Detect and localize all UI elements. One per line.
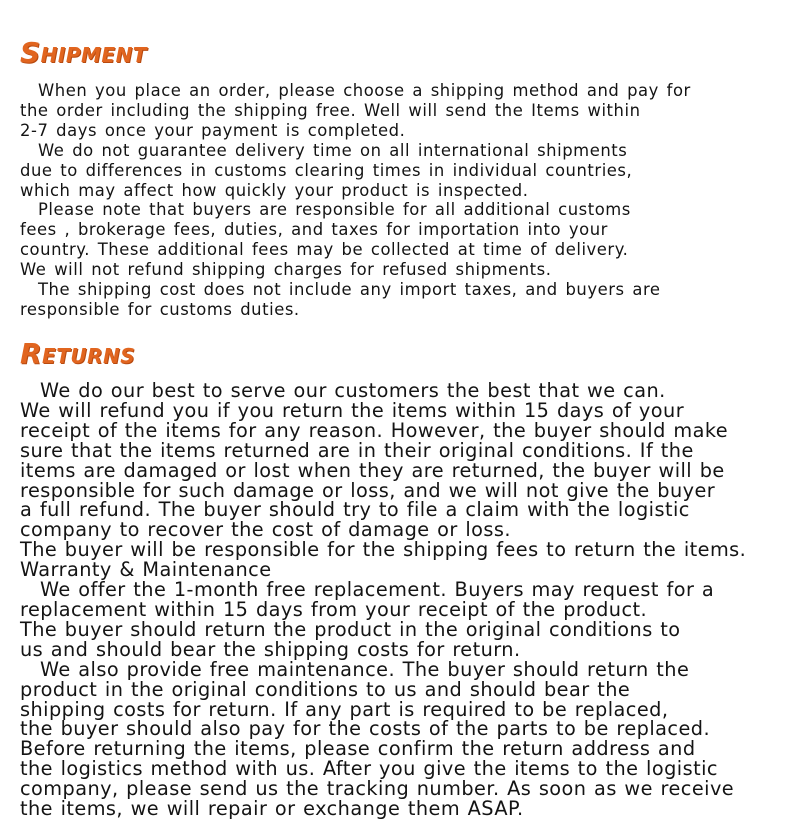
returns-text-line: responsible for such damage or loss, and we will not give the buyer xyxy=(20,478,716,502)
shipment-text-line: The shipping cost does not include any import taxes, and buyers are xyxy=(38,280,661,300)
returns-text-line: We also provide free maintenance. The buyer should return the xyxy=(40,657,690,681)
returns-heading: Returns xyxy=(20,337,136,370)
returns-text-line: us and should bear the shipping costs for return. xyxy=(20,637,521,661)
returns-text-line: the buyer should also pay for the costs of the parts to be replaced. xyxy=(20,717,711,741)
returns-text-line: product in the original conditions to us and should bear the xyxy=(20,677,631,701)
shipment-text-line: Please note that buyers are responsible for all additional customs xyxy=(38,200,631,220)
shipment-text-line: 2-7 days once your payment is completed. xyxy=(20,120,406,140)
returns-text-line: replacement within 15 days from your receipt of the product. xyxy=(20,597,648,621)
shipment-text-line: due to differences in customs clearing times in individual countries, xyxy=(20,160,633,180)
shipment-text-line: country. These additional fees may be collected at time of delivery. xyxy=(20,240,629,260)
returns-text-line: We offer the 1-month free replacement. Buyers may request for a xyxy=(40,578,715,602)
shipment-text-line: We will not refund shipping charges for refused shipments. xyxy=(20,260,552,280)
shipment-text-line: responsible for customs duties. xyxy=(20,299,300,319)
shipment-text-line: We do not guarantee delivery time on all international shipments xyxy=(38,140,628,160)
returns-text-line: Before returning the items, please confirm the return address and xyxy=(20,737,696,761)
returns-text-line: We will refund you if you return the items within 15 days of your xyxy=(20,398,685,422)
returns-text-line: the logistics method with us. After you give the items to the logistic xyxy=(20,757,718,781)
returns-text-line: Warranty & Maintenance xyxy=(20,558,272,582)
returns-paragraph xyxy=(20,381,746,819)
shipment-paragraph xyxy=(20,81,691,320)
shipment-text-line: fees , brokerage fees, duties, and taxes for importation into your xyxy=(20,220,608,240)
returns-text-line: sure that the items returned are in their original conditions. If the xyxy=(20,438,694,462)
returns-text-line: shipping costs for return. If any part is required to be replaced, xyxy=(20,697,669,721)
returns-text-line: company to recover the cost of damage or loss. xyxy=(20,518,511,542)
returns-text-line: The buyer will be responsible for the shipping fees to return the items. xyxy=(20,538,747,562)
returns-text-line: We do our best to serve our customers the best that we can. xyxy=(40,379,666,402)
returns-text-line: receipt of the items for any reason. However, the buyer should make xyxy=(20,418,729,442)
returns-text-line: items are damaged or lost when they are returned, the buyer will be xyxy=(20,458,725,482)
shipment-heading: Shipment xyxy=(20,36,147,69)
returns-text-line: company, please send us the tracking number. As soon as we receive xyxy=(20,777,735,801)
returns-text-line: the items, we will repair or exchange them ASAP. xyxy=(20,797,524,821)
shipment-text-line: When you place an order, please choose a shipping method and pay for xyxy=(38,81,691,100)
shipment-text-line: the order including the shipping free. Well will send the Items within xyxy=(20,100,641,120)
returns-text-line: The buyer should return the product in the original conditions to xyxy=(20,617,681,641)
returns-text-line: a full refund. The buyer should try to file a claim with the logistic xyxy=(20,498,690,522)
shipment-text-line: which may affect how quickly your product is inspected. xyxy=(20,180,529,200)
